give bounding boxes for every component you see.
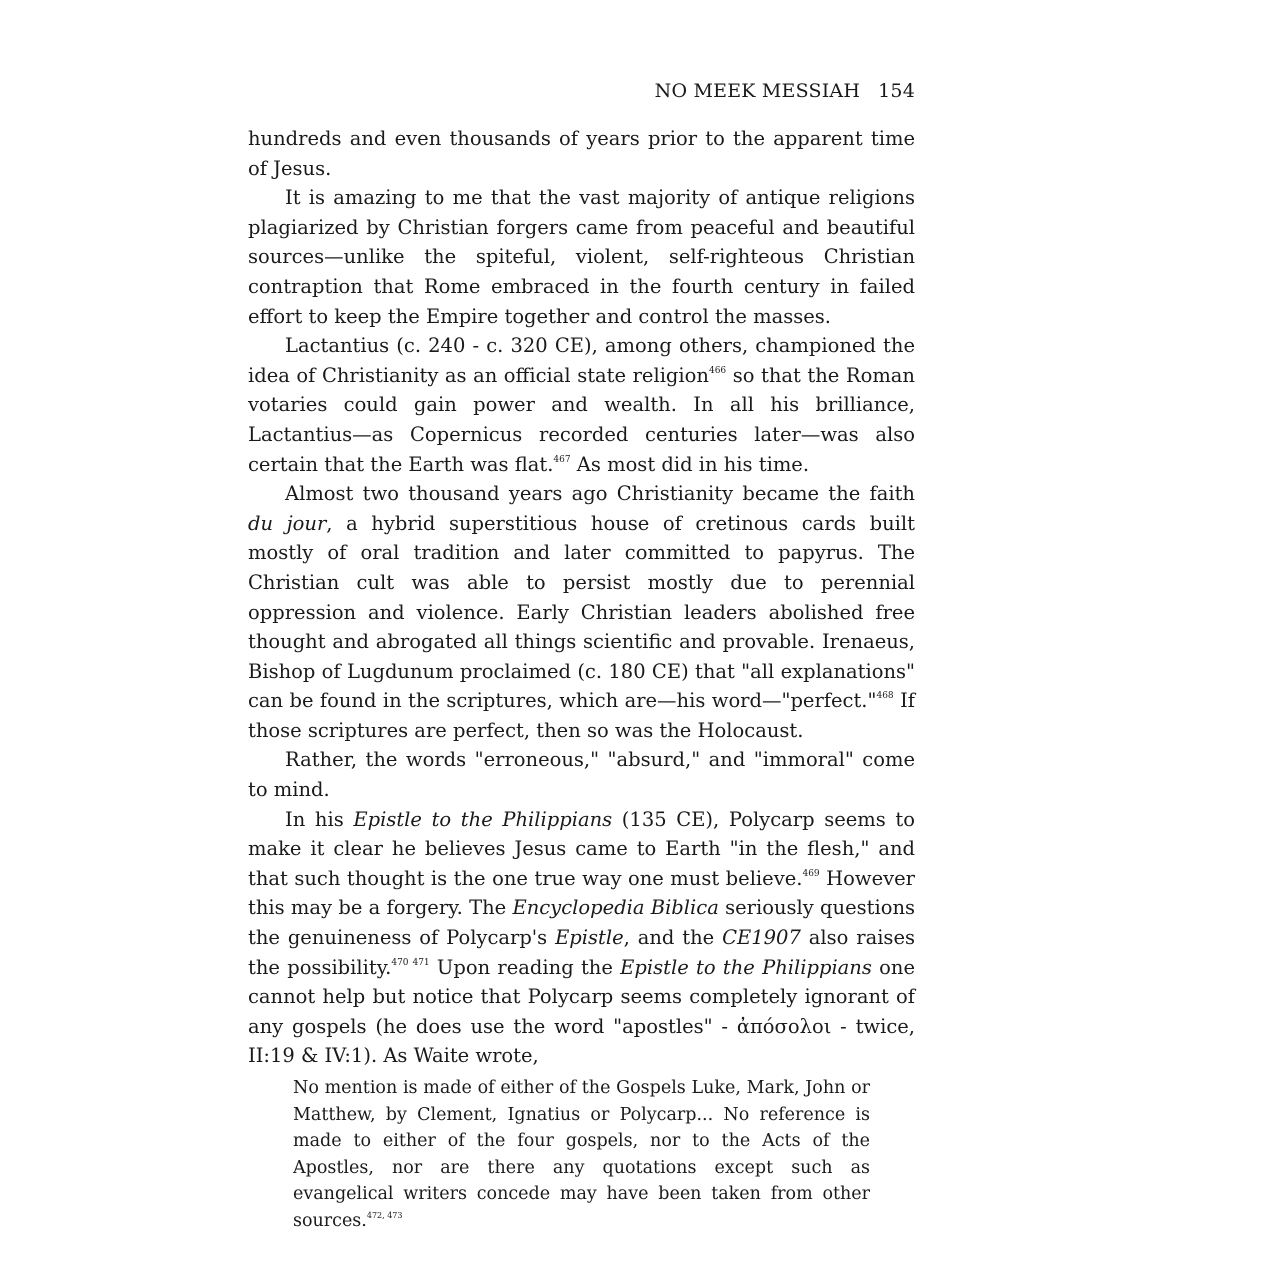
italic-title: Epistle [555, 926, 624, 950]
italic-title: Epistle to the Philippians [353, 807, 613, 831]
paragraph-text: As most did in his time. [570, 452, 810, 476]
footnote-ref[interactable]: 469 [802, 868, 820, 879]
footnote-ref[interactable]: 467 [553, 454, 571, 465]
italic-title: Encyclopedia Biblica [512, 896, 719, 920]
paragraph-3 [248, 331, 915, 479]
paragraph-text: so that the Roman votaries could gain power and wealth. In all his brilliance, Lactantius—as Copernicus recorded centuries later—was also certain that the Earth was flat. [248, 363, 915, 476]
italic-title: CE1907 [722, 926, 801, 950]
paragraph-text: Lactantius (c. 240 - c. 320 CE), among others, championed the idea of Christianity as an official state religion [248, 334, 915, 387]
paragraph-text: In his [285, 807, 354, 831]
paragraph-text: It is amazing to me that the vast majority of antique religions plagiarized by Christian forgers came from peaceful and beautiful sources—unlike the spiteful, violent, self-righteous Christian contraption that Rome embraced in the fourth century in failed effort to keep the Empire together and control the masses. [248, 186, 915, 328]
paragraph-text: , and the [623, 926, 723, 950]
page-number: 154 [878, 80, 915, 102]
paragraph-text: If those scriptures are perfect, then so was the Holocaust. [248, 689, 915, 742]
paragraph-text: one cannot help but notice that Polycarp seems completely ignorant of any gospels (he does use the word "apostles" - ἀπόσολοι - twice, II:19 & IV:1). As Waite wrote, [248, 955, 915, 1068]
footnote-ref[interactable]: 466 [708, 365, 727, 376]
paragraph-2 [248, 183, 915, 331]
paragraph-text: , a hybrid superstitious house of cretinous cards built mostly of oral tradition and later committed to papyrus. The Christian cult was able to persist mostly due to perennial oppression and violence. Early Christian leaders abolished free thought and abrogated all things scientific and provable. Irenaeus, Bishop of Lugdunum proclaimed (c. 180 CE) that "all explanations" can be found in the scriptures, which are—his word—"perfect." [248, 511, 915, 713]
paragraph-5 [248, 745, 915, 804]
book-title: NO MEEK MESSIAH [654, 80, 861, 102]
paragraph-4 [248, 479, 915, 745]
footnote-ref[interactable]: 470 471 [391, 957, 430, 968]
paragraph-text: hundreds and even thousands of years prior to the apparent time of Jesus. [248, 127, 915, 180]
italic-title: Epistle to the Philippians [620, 955, 872, 979]
paragraph-text: seriously questions the genuineness of Polycarp's [248, 896, 916, 950]
block-quote [293, 1075, 870, 1235]
footnote-ref[interactable]: 468 [876, 691, 894, 702]
footnote-ref[interactable]: 472, 473 [366, 1210, 403, 1220]
paragraph-text: also raises the possibility. [248, 926, 915, 979]
book-page [248, 78, 915, 1235]
paragraph-text: Rather, the words "erroneous," "absurd," and "immoral" come to mind. [248, 748, 915, 802]
quote-text: No mention is made of either of the Gospels Luke, Mark, John or Matthew, by Clement, Ignatius or Polycarp... No reference is made to either of the four gospels, nor to the Acts of the Apostles, nor are there any quotations except such as evangelical writers concede may have been taken from other sources. [293, 1078, 870, 1231]
paragraph-text: Almost two thousand years ago Christianity became the faith [285, 482, 915, 506]
paragraph-text: However this may be a forgery. The [248, 866, 915, 920]
paragraph-1 [248, 124, 915, 183]
paragraph-text: (135 CE), Polycarp seems to make it clear he believes Jesus came to Earth "in the flesh," and that such thought is the one true way one must believe. [248, 807, 915, 890]
italic-phrase: du jour [248, 511, 327, 535]
paragraph-6 [248, 805, 915, 1071]
running-header [248, 78, 915, 104]
paragraph-text: Upon reading the [429, 955, 621, 979]
